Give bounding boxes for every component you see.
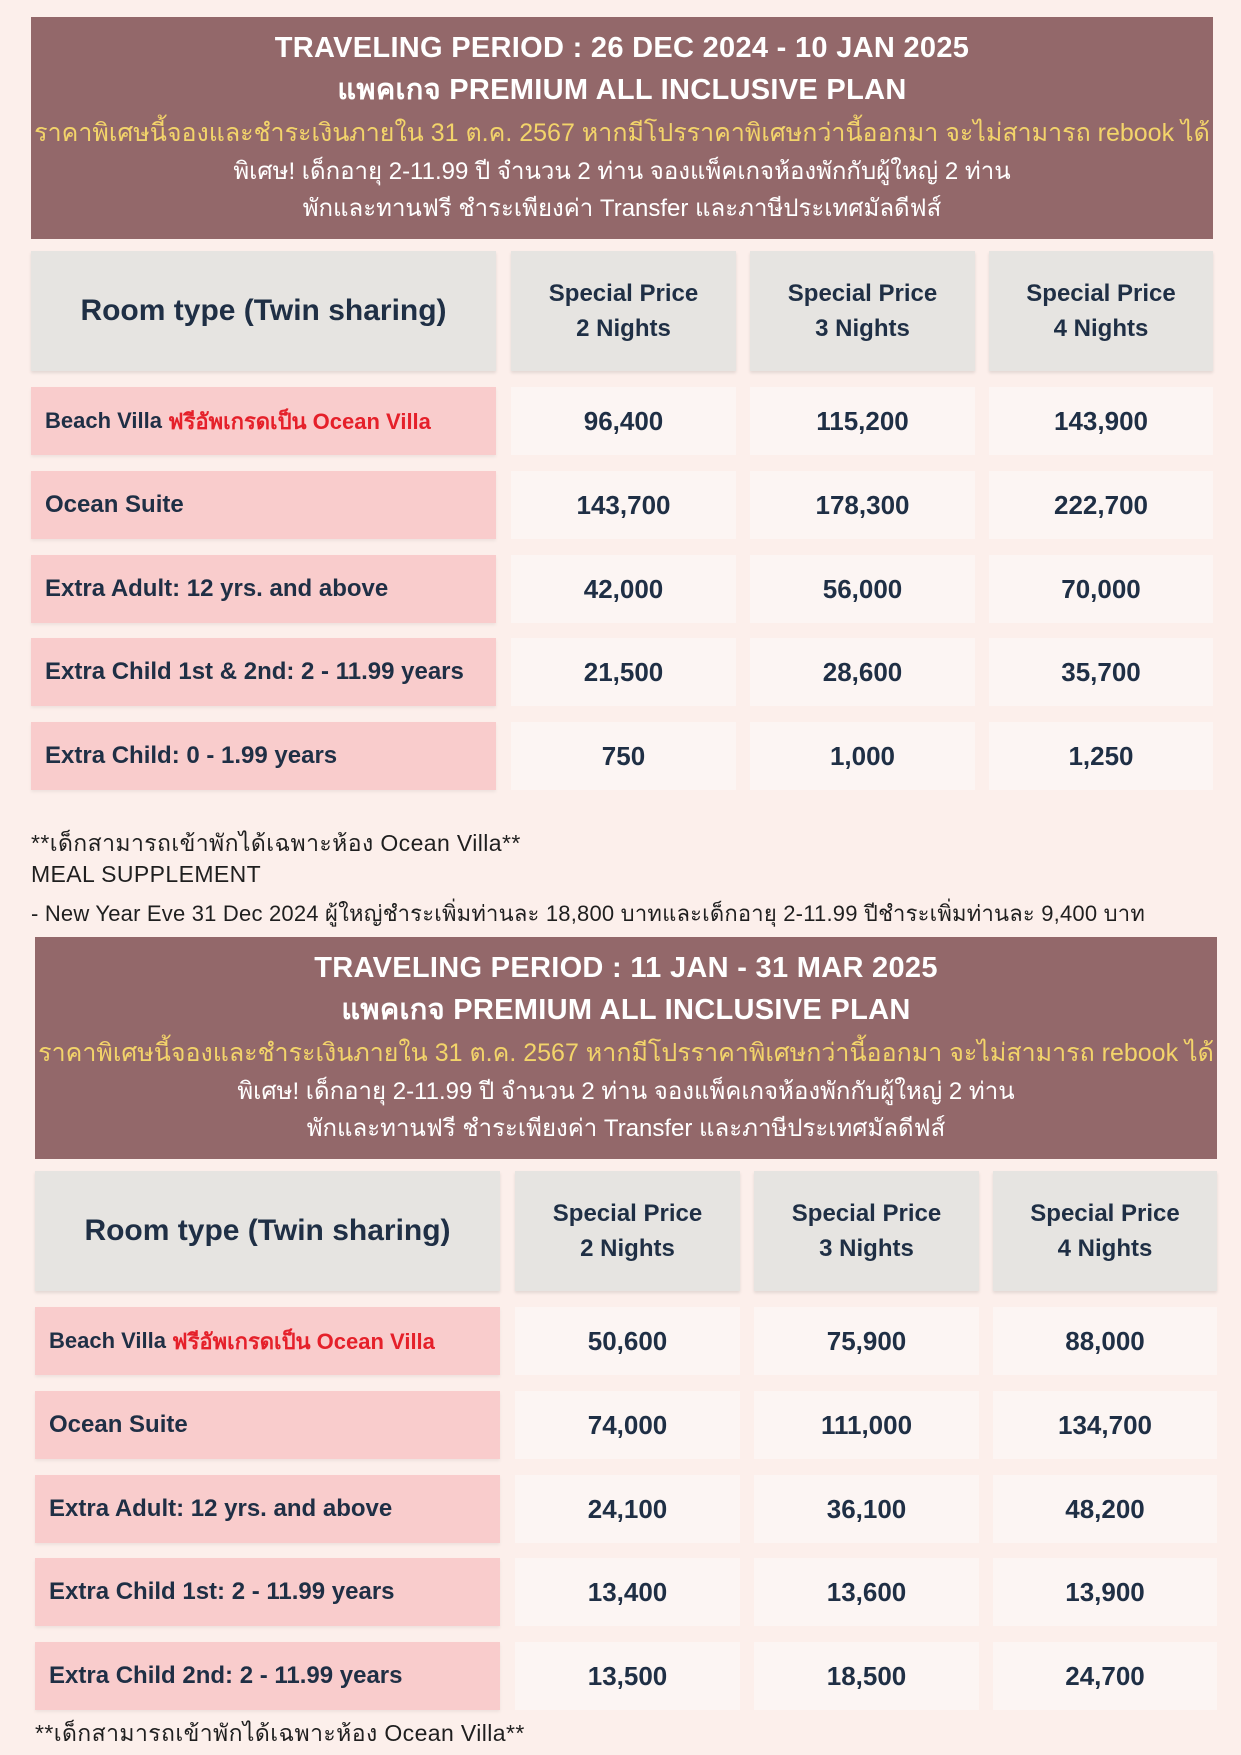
price-2-nights: 13,500: [515, 1642, 740, 1710]
price-4-nights: 24,700: [993, 1642, 1217, 1710]
header-3-nights: [750, 251, 975, 371]
price-3-nights: 1,000: [750, 722, 975, 790]
upgrade-note: ฟรีอัพเกรดเป็น Ocean Villa: [172, 1328, 435, 1354]
price-4-nights: 134,700: [993, 1391, 1217, 1459]
table-row: [31, 638, 1213, 706]
price-3-nights: 36,100: [754, 1475, 979, 1543]
price-3-nights: 111,000: [754, 1391, 979, 1459]
table-row: [35, 1391, 1217, 1459]
price-4-nights: 88,000: [993, 1307, 1217, 1375]
header-label: Special Price: [787, 280, 938, 307]
table-row: [35, 1475, 1217, 1543]
price-3-nights: 13,600: [754, 1558, 979, 1626]
room-name: Ocean Suite: [45, 491, 184, 518]
price-2-nights: 24,100: [515, 1475, 740, 1543]
room-type-cell: [35, 1475, 500, 1543]
child-offer-line-2: พักและทานฟรี ชำระเพียงค่า Transfer และภาษีประเทศมัลดีฟส์: [302, 195, 942, 222]
header-room-type: Room type (Twin sharing): [31, 251, 496, 371]
header-label: Special Price: [1030, 1200, 1180, 1227]
price-4-nights: 35,700: [989, 638, 1213, 706]
header-nights: 2 Nights: [580, 1235, 675, 1262]
period-banner-1: [31, 17, 1213, 239]
room-type-cell: [31, 387, 496, 455]
price-2-nights: 42,000: [511, 555, 736, 623]
header-nights: 4 Nights: [1057, 1235, 1153, 1262]
header-label: Special Price: [791, 1200, 942, 1227]
price-2-nights: 50,600: [515, 1307, 740, 1375]
header-nights: 2 Nights: [576, 315, 671, 342]
price-4-nights: 70,000: [989, 555, 1213, 623]
new-year-eve-note: - New Year Eve 31 Dec 2024 ผู้ใหญ่ชำระเพิ่มท่านละ 18,800 บาทและเด็กอายุ 2-11.99 ปีชำระเพิ่มท่านละ 9,400 บาท: [31, 901, 1146, 926]
header-2-nights: [515, 1171, 740, 1291]
booking-deadline: ราคาพิเศษนี้จองและชำระเงินภายใน 31 ต.ค. 2567 หากมีโปรราคาพิเศษกว่านี้ออกมา จะไม่สามารถ rebook ได้: [34, 119, 1210, 147]
package-title: แพคเกจ PREMIUM ALL INCLUSIVE PLAN: [337, 74, 907, 106]
table-row: [35, 1307, 1217, 1375]
meal-supplement-heading: MEAL SUPPLEMENT: [31, 861, 262, 887]
header-label: Special Price: [552, 1200, 703, 1227]
price-4-nights: 1,250: [989, 722, 1213, 790]
header-2-nights: [511, 251, 736, 371]
upgrade-note: ฟรีอัพเกรดเป็น Ocean Villa: [168, 408, 431, 434]
price-4-nights: 48,200: [993, 1475, 1217, 1543]
booking-deadline: ราคาพิเศษนี้จองและชำระเงินภายใน 31 ต.ค. 2567 หากมีโปรราคาพิเศษกว่านี้ออกมา จะไม่สามารถ rebook ได้: [38, 1039, 1214, 1067]
price-2-nights: 74,000: [515, 1391, 740, 1459]
room-name: Extra Child 1st & 2nd: 2 - 11.99 years: [45, 658, 464, 685]
table-row: [31, 722, 1213, 790]
room-name: Beach Villa: [49, 1328, 166, 1353]
child-offer-line-1: พิเศษ! เด็กอายุ 2-11.99 ปี จำนวน 2 ท่าน จองแพ็คเกจห้องพักกับผู้ใหญ่ 2 ท่าน: [233, 158, 1011, 185]
header-nights: 3 Nights: [819, 1235, 914, 1262]
price-4-nights: 222,700: [989, 471, 1213, 539]
header-nights: 4 Nights: [1053, 315, 1149, 342]
table-row: [31, 471, 1213, 539]
price-2-nights: 13,400: [515, 1558, 740, 1626]
child-offer-line-2: พักและทานฟรี ชำระเพียงค่า Transfer และภาษีประเทศมัลดีฟส์: [306, 1115, 946, 1142]
header-label: Special Price: [1026, 280, 1176, 307]
price-2-nights: 750: [511, 722, 736, 790]
room-name: Extra Adult: 12 yrs. and above: [45, 575, 389, 602]
room-type-cell: [35, 1307, 500, 1375]
price-2-nights: 96,400: [511, 387, 736, 455]
table-header: [35, 1171, 1217, 1291]
period-title: TRAVELING PERIOD : 26 DEC 2024 - 10 JAN 2025: [274, 32, 970, 64]
price-3-nights: 18,500: [754, 1642, 979, 1710]
price-4-nights: 143,900: [989, 387, 1213, 455]
table-row: [35, 1642, 1217, 1710]
room-name: Extra Child 1st: 2 - 11.99 years: [49, 1578, 395, 1605]
table-header: [31, 251, 1213, 371]
room-type-cell: [31, 555, 496, 623]
package-title: แพคเกจ PREMIUM ALL INCLUSIVE PLAN: [341, 994, 911, 1026]
period-title: TRAVELING PERIOD : 11 JAN - 31 MAR 2025: [314, 952, 938, 984]
header-nights: 3 Nights: [815, 315, 910, 342]
room-name: Ocean Suite: [49, 1411, 188, 1438]
room-name: Extra Child 2nd: 2 - 11.99 years: [49, 1662, 403, 1689]
table-row: [35, 1558, 1217, 1626]
header-4-nights: [993, 1171, 1217, 1291]
child-room-note: **เด็กสามารถเข้าพักได้เฉพาะห้อง Ocean Villa**: [35, 1720, 525, 1746]
room-type-cell: [31, 722, 496, 790]
child-offer-line-1: พิเศษ! เด็กอายุ 2-11.99 ปี จำนวน 2 ท่าน จองแพ็คเกจห้องพักกับผู้ใหญ่ 2 ท่าน: [237, 1078, 1015, 1105]
room-type-cell: [35, 1642, 500, 1710]
table-row: [31, 387, 1213, 455]
period-section-2: [35, 937, 1217, 1159]
price-3-nights: 56,000: [750, 555, 975, 623]
header-label: Special Price: [548, 280, 699, 307]
price-3-nights: 28,600: [750, 638, 975, 706]
price-3-nights: 115,200: [750, 387, 975, 455]
header-3-nights: [754, 1171, 979, 1291]
period-section-1: [31, 17, 1213, 239]
price-3-nights: 178,300: [750, 471, 975, 539]
period-banner-2: [35, 937, 1217, 1159]
room-type-cell: [35, 1391, 500, 1459]
price-4-nights: 13,900: [993, 1558, 1217, 1626]
header-room-type: Room type (Twin sharing): [35, 1171, 500, 1291]
room-type-cell: [31, 471, 496, 539]
room-name: Extra Child: 0 - 1.99 years: [45, 742, 338, 769]
child-room-note: **เด็กสามารถเข้าพักได้เฉพาะห้อง Ocean Villa**: [31, 830, 521, 856]
room-type-cell: [35, 1558, 500, 1626]
room-name: Extra Adult: 12 yrs. and above: [49, 1495, 393, 1522]
price-2-nights: 143,700: [511, 471, 736, 539]
header-4-nights: [989, 251, 1213, 371]
price-3-nights: 75,900: [754, 1307, 979, 1375]
room-type-cell: [31, 638, 496, 706]
price-2-nights: 21,500: [511, 638, 736, 706]
table-row: [31, 555, 1213, 623]
room-name: Beach Villa: [45, 408, 162, 433]
